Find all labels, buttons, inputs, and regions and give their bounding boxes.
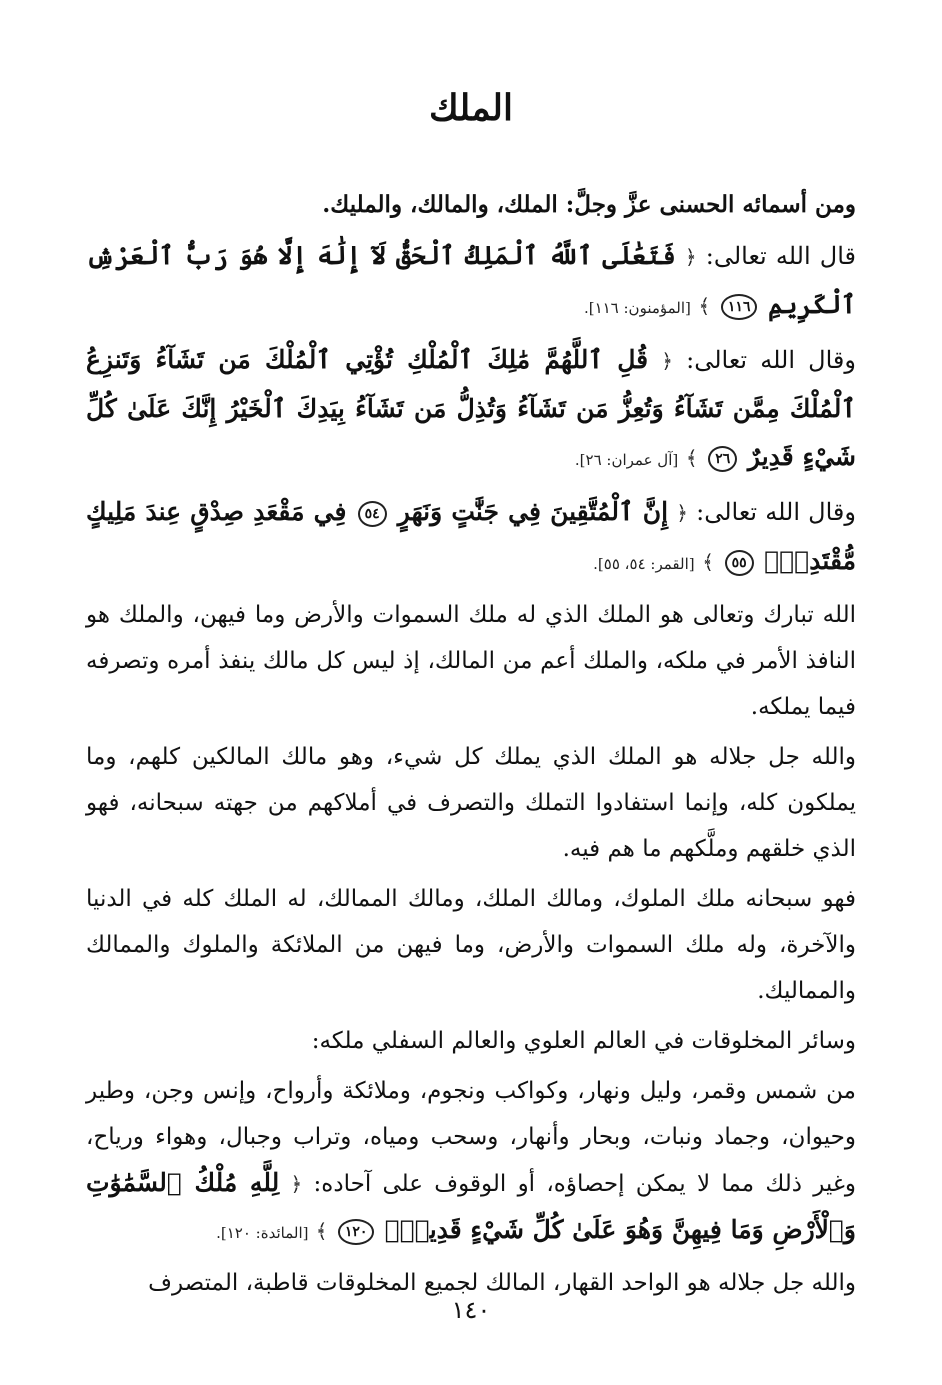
paragraph-3: فهو سبحانه ملك الملوك، ومالك الملك، ومالك الممالك، له الملك كله في الدنيا والآخرة، وله ملك السموات والأرض، وما فيهن من الملائكة والملوك والممالك والمماليك.: [86, 886, 856, 1004]
verse-close-ornament: ﴾: [315, 1219, 328, 1243]
verse-open-ornament: ﴿: [290, 1172, 303, 1196]
paragraph-4: وسائر المخلوقات في العالم العلوي والعالم السفلي ملكه:: [311, 1028, 856, 1054]
list-paragraph-reference: [المائدة: ١٢٠].: [216, 1224, 309, 1242]
page-body: [86, 78, 856, 1368]
verse-close-ornament: ﴾: [685, 446, 698, 470]
ayah-number-marker: ٥٥: [725, 550, 754, 576]
quote-1-reference: [المؤمنون: ١١٦].: [583, 299, 691, 317]
paragraph-1: الله تبارك وتعالى هو الملك الذي له ملك السموات والأرض وما فيهن، والملك هو النافذ الأمر في ملكه، والملك أعم من المالك، إذ ليس كل مالك ينفذ أمره وتصرفه فيما يملكه.: [86, 602, 856, 720]
quote-2-lead: وقال الله تعالى:: [686, 346, 856, 374]
quote-3-reference: [القمر: ٥٤، ٥٥].: [593, 555, 695, 573]
verse-open-ornament: ﴿: [684, 245, 697, 269]
list-paragraph-verse: لِلَّهِ مُلْكُ ٱلسَّمَٰوَٰتِ وَٱلْأَرْضِ وَمَا فِيهِنَّ وَهُوَ عَلَىٰ كُلِّ شَيْءٍ قَدِيرٌۢ: [86, 1168, 856, 1244]
quote-3-verse-2: فِي مَقْعَدِ صِدْقٍ عِندَ مَلِيكٍ مُّقْتَدِرٍۭ: [86, 497, 856, 575]
ayah-number-marker: ٥٤: [358, 501, 387, 527]
verse-close-ornament: ﴾: [698, 294, 711, 318]
verse-open-ornament: ﴿: [661, 349, 673, 373]
page-number: ١٤٠: [451, 1296, 491, 1324]
quote-3-lead: وقال الله تعالى:: [696, 498, 856, 526]
ayah-number-marker: ٢٦: [708, 446, 737, 472]
quote-1-verse: فَتَعَٰلَى ٱللَّهُ ٱلْمَلِكُ ٱلْحَقُّ لَآ إِلَٰهَ إِلَّا هُوَ رَبُّ ٱلْعَرْشِ ٱلْكَرِيمِ: [86, 241, 856, 319]
last-line: والله جل جلاله هو الواحد القهار، المالك لجميع المخلوقات قاطبة، المتصرف: [148, 1270, 856, 1296]
quote-1-lead: قال الله تعالى:: [705, 242, 856, 270]
quote-2-verse: قُلِ ٱللَّهُمَّ مَٰلِكَ ٱلْمُلْكِ تُؤْتِي ٱلْمُلْكَ مَن تَشَآءُ وَتَنزِعُ ٱلْمُلْكَ مِمَّن تَشَآءُ وَتُعِزُّ مَن تَشَآءُ وَتُذِلُّ مَن تَشَآءُ بِيَدِكَ ٱلْخَيْرُ إِنَّكَ عَلَىٰ كُلِّ شَيْءٍ قَدِيرٌ: [86, 345, 856, 471]
quote-3-verse: إِنَّ ٱلْمُتَّقِينَ فِي جَنَّٰتٍ وَنَهَرٍ: [397, 497, 669, 526]
intro-paragraph: ومن أسمائه الحسنى عزَّ وجلَّ: الملك، والمالك، والمليك.: [322, 191, 856, 218]
verse-close-ornament: ﴾: [702, 550, 714, 574]
list-paragraph-text: من شمس وقمر، وليل ونهار، وكواكب ونجوم، وملائكة وأرواح، وإنس وجن، وطير وحيوان، وجماد ونبات، وبحار وأنهار، وسحب ومياه، وتراب وجبال، وهواء ورياح، وغير ذلك مما لا يمكن إحصاؤه، أو الوقوف على آحاده:: [86, 1078, 857, 1197]
list-paragraph: [86, 1068, 856, 1256]
quote-2-reference: [آل عمران: ٢٦].: [574, 451, 679, 469]
quote-2: [86, 336, 856, 484]
ayah-number-marker: ١٢٠: [338, 1219, 375, 1245]
page-title: الملك: [428, 87, 514, 129]
paragraph-2: والله جل جلاله هو الملك الذي يملك كل شيء، وهو مالك المالكين كلهم، وما يملكون كله، وإنما استفادوا التملك والتصرف في أملاكهم من جهته سبحانه، فهو الذي خلقهم وملَّكهم ما هم فيه.: [86, 744, 856, 862]
quote-3: [86, 488, 856, 588]
verse-open-ornament: ﴿: [676, 501, 688, 525]
ayah-number-marker: ١١٦: [721, 294, 758, 320]
quote-1: [86, 232, 856, 332]
